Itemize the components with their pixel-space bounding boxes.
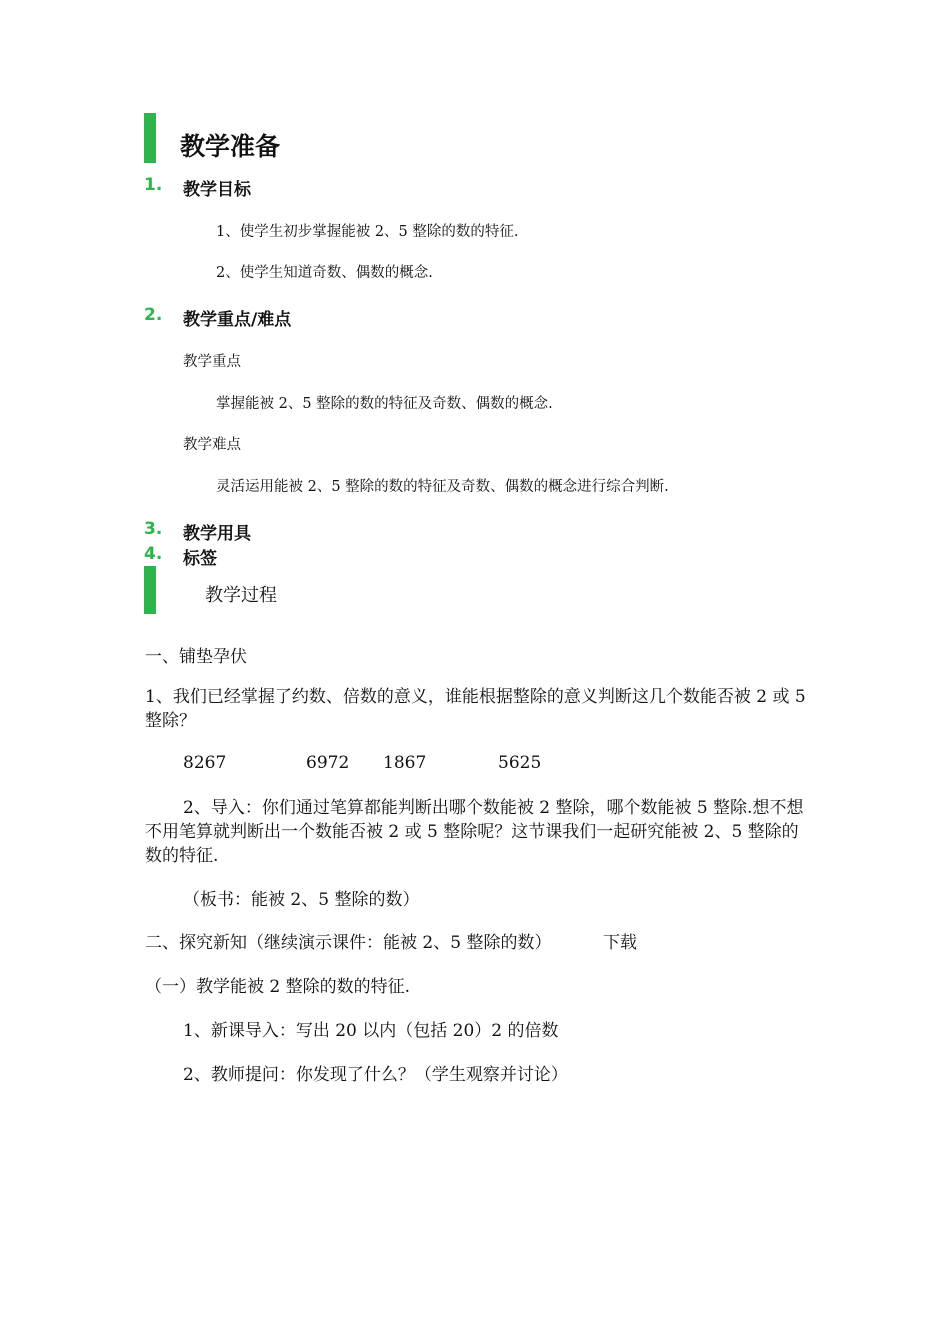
section-title-tools: 教学用具 <box>183 524 251 544</box>
section-title-tags: 标签 <box>183 549 217 569</box>
section-accent-bar <box>144 113 156 163</box>
subsection-heading: （一）教学能被 2 整除的数的特征. <box>145 977 411 997</box>
section-title-key-points: 教学重点/难点 <box>183 310 292 330</box>
number-item: 8267 <box>183 753 227 773</box>
download-link[interactable]: 下载 <box>603 933 637 953</box>
section-number: 3. <box>144 519 163 539</box>
step-heading-2: 二、探究新知（继续演示课件：能被 2、5 整除的数） <box>145 933 552 953</box>
number-item: 5625 <box>498 753 542 773</box>
process-title: 教学过程 <box>205 585 277 606</box>
step-heading-1: 一、铺垫孕伏 <box>145 647 247 667</box>
step-item: 1、新课导入：写出 20 以内（包括 20）2 的倍数 <box>183 1021 559 1041</box>
difficult-text: 灵活运用能被 2、5 整除的数的特征及奇数、偶数的概念进行综合判断. <box>216 479 669 495</box>
intro-paragraph: 2、导入：你们通过笔算都能判断出哪个数能被 2 整除，哪个数能被 5 整除.想不想不用笔算就判断出一个数能否被 2 或 5 整除呢？这节课我们一起研究能被 2、5 整除的数的特征. <box>145 798 804 866</box>
step-item: 2、教师提问：你发现了什么？（学生观察并讨论） <box>183 1065 568 1085</box>
number-item: 1867 <box>383 753 427 773</box>
key-label: 教学重点 <box>183 354 241 370</box>
section-number: 1. <box>144 175 163 195</box>
section-number: 2. <box>144 305 163 325</box>
section-number: 4. <box>144 544 163 564</box>
key-text: 掌握能被 2、5 整除的数的特征及奇数、偶数的概念. <box>216 396 553 412</box>
section-title-goals: 教学目标 <box>183 180 251 200</box>
section-accent-bar <box>144 566 156 614</box>
number-item: 6972 <box>306 753 350 773</box>
difficult-label: 教学难点 <box>183 437 241 453</box>
question-paragraph: 1、我们已经掌握了约数、倍数的意义，谁能根据整除的意义判断这几个数能否被 2 或 5 整除？ <box>145 687 806 731</box>
board-note: （板书：能被 2、5 整除的数） <box>183 890 420 910</box>
page-title: 教学准备 <box>180 132 281 161</box>
goal-item: 2、使学生知道奇数、偶数的概念. <box>216 265 433 281</box>
goal-item: 1、使学生初步掌握能被 2、5 整除的数的特征. <box>216 224 519 240</box>
